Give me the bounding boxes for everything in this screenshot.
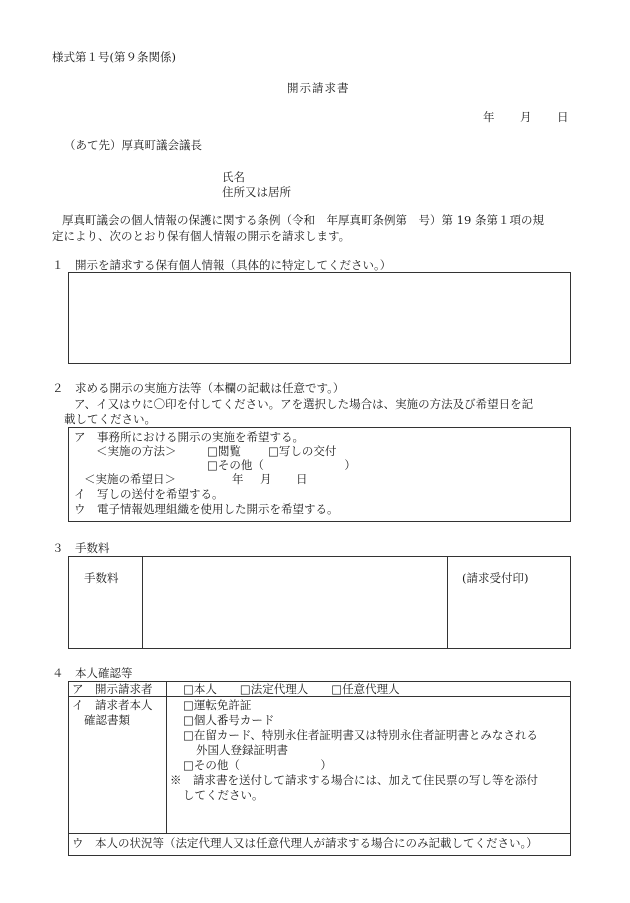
method-other-checkbox[interactable]: □その他（ ） — [207, 458, 356, 472]
identity-column-divider — [166, 681, 167, 833]
stamp-divider — [447, 556, 448, 649]
desired-date-label: ＜実施の希望日＞ — [84, 472, 176, 486]
option-i-text: イ 写しの送付を希望する。 — [74, 487, 224, 501]
name-label: 氏名 — [222, 170, 245, 184]
requester-type-options[interactable]: □本人 □法定代理人 □任意代理人 — [183, 682, 400, 696]
document-title: 開示請求書 — [287, 81, 350, 95]
fee-label: 手数料 — [84, 571, 119, 585]
intro-line-1: 厚真町議会の個人情報の保護に関する条例（令和 年厚真町条例第 号）第 19 条第１項の規 — [62, 213, 544, 227]
doc-drivers-license-checkbox[interactable]: □運転免許証 — [183, 698, 252, 712]
doc-other-checkbox[interactable]: □その他（ ） — [183, 758, 332, 772]
intro-line-2: 定により、次のとおり保有個人情報の開示を請求します。 — [52, 229, 351, 243]
id-docs-label-2: 確認書類 — [84, 713, 130, 727]
section2-heading: ２ 求める開示の実施方法等（本欄の記載は任意です。） — [52, 381, 345, 395]
option-a-text: ア 事務所における開示の実施を希望する。 — [74, 430, 304, 444]
addressee: （あて先）厚真町議会議長 — [64, 138, 202, 152]
fee-box — [68, 556, 571, 649]
address-label: 住所又は居所 — [222, 185, 291, 199]
section1-heading: １ 開示を請求する保有個人情報（具体的に特定してください。） — [52, 258, 392, 272]
method-label: ＜実施の方法＞ — [96, 444, 177, 458]
principal-status-label: ウ 本人の状況等（法定代理人又は任意代理人が請求する場合にのみ記載してください。） — [72, 836, 538, 850]
reception-stamp-label: (請求受付印) — [462, 571, 529, 585]
date-year-label: 年 — [483, 110, 495, 124]
date-day-label: 日 — [557, 110, 569, 124]
date-month-label: 月 — [520, 110, 532, 124]
desired-date-day: 日 — [296, 472, 308, 486]
requester-type-label: ア 開示請求者 — [72, 682, 153, 696]
form-number: 様式第１号(第９条関係) — [52, 50, 176, 64]
doc-my-number-card-checkbox[interactable]: □個人番号カード — [183, 713, 275, 727]
section2-note-1: ア、イ又はウに〇印を付してください。アを選択した場合は、実施の方法及び希望日を記 — [74, 397, 534, 411]
requested-info-box[interactable] — [68, 272, 571, 364]
id-docs-label-1: イ 請求者本人 — [72, 698, 153, 712]
mail-note-2: してください。 — [183, 788, 264, 802]
method-view-checkbox[interactable]: □閲覧 — [207, 444, 241, 458]
mail-note-1: ※ 請求書を送付して請求する場合には、加えて住民票の写し等を添付 — [170, 773, 538, 787]
doc-residence-card-cont: 外国人登録証明書 — [196, 743, 288, 757]
method-copy-checkbox[interactable]: □写しの交付 — [268, 444, 337, 458]
doc-residence-card-checkbox[interactable]: □在留カード、特別永住者証明書又は特別永住者証明書とみなされる — [183, 728, 538, 742]
section2-note-2: 載してください。 — [64, 412, 156, 426]
section4-heading: ４ 本人確認等 — [52, 666, 133, 680]
section3-heading: ３ 手数料 — [52, 541, 110, 555]
fee-divider — [142, 556, 143, 649]
option-u-text: ウ 電子情報処理組織を使用した開示を希望する。 — [74, 502, 339, 516]
identity-row-divider-2 — [68, 833, 571, 834]
desired-date-month: 月 — [260, 472, 272, 486]
desired-date-year: 年 — [232, 472, 244, 486]
